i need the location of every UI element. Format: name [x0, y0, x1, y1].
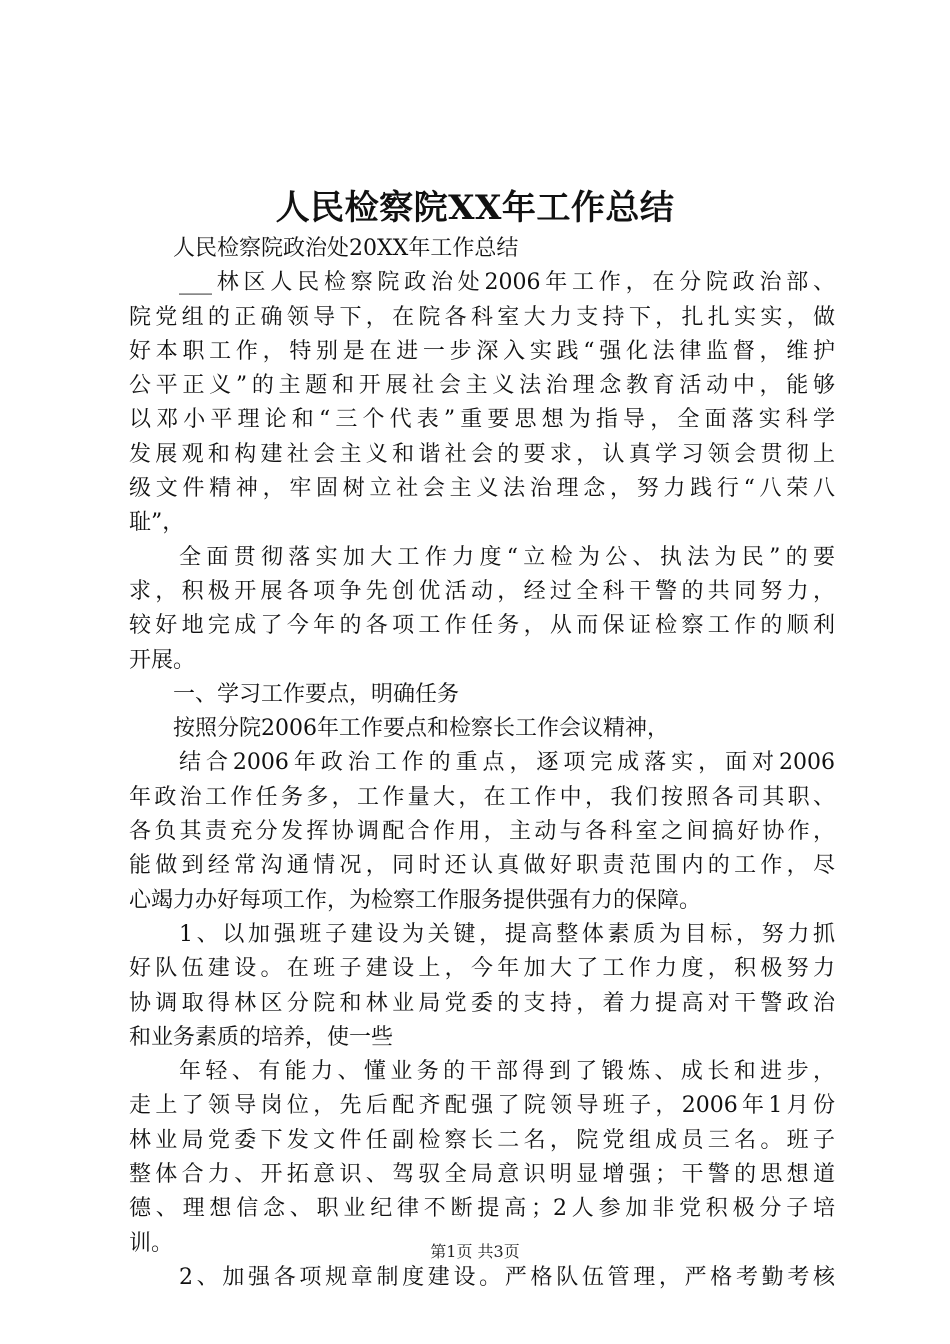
paragraph-line: 年轻、有能力、懂业务的干部得到了锻炼、成长和进步，: [179, 1059, 835, 1085]
paragraph-line: 训。: [129, 1230, 174, 1256]
paragraph-line: 和业务素质的培养，使一些: [129, 1024, 394, 1050]
paragraph-line: 心竭力办好每项工作，为检察工作服务提供强有力的保障。: [129, 887, 702, 913]
paragraph-line: 走上了领导岗位，先后配齐配强了院领导班子，2006年1月份: [129, 1093, 835, 1119]
paragraph-line: 按照分院2006年工作要点和检察长工作会议精神，: [173, 716, 669, 742]
section-heading: 一、学习工作要点，明确任务: [173, 681, 460, 707]
paragraph-line: ___林区人民检察院政治处2006年工作，在分院政治部、: [179, 270, 835, 296]
paragraph-line: 协调取得林区分院和林业局党委的支持，着力提高对干警政治: [129, 990, 835, 1016]
paragraph-line: 1、以加强班子建设为关键，提高整体素质为目标，努力抓: [179, 921, 835, 947]
paragraph-line: 较好地完成了今年的各项工作任务，从而保证检察工作的顺利: [129, 613, 835, 639]
paragraph-line: 全面贯彻落实加大工作力度“立检为公、执法为民”的要: [179, 544, 835, 570]
paragraph-line: 林业局党委下发文件任副检察长二名，院党组成员三名。班子: [129, 1127, 835, 1153]
paragraph-line: 级文件精神，牢固树立社会主义法治理念，努力践行“八荣八: [129, 476, 835, 502]
page-indicator: 第1页 共3页: [430, 1242, 520, 1261]
paragraph-line: 结合2006年政治工作的重点，逐项完成落实，面对2006: [179, 750, 835, 776]
paragraph-line: 公平正义”的主题和开展社会主义法治理念教育活动中，能够: [129, 373, 835, 399]
paragraph-line: 各负其责充分发挥协调配合作用，主动与各科室之间搞好协作，: [129, 819, 835, 845]
document-body: [129, 232, 835, 1295]
paragraph-line: 耻”，: [129, 510, 185, 536]
paragraph-line: 院党组的正确领导下，在院各科室大力支持下，扎扎实实，做: [129, 304, 835, 330]
paragraph-line: 求，积极开展各项争先创优活动，经过全科干警的共同努力，: [129, 578, 835, 604]
paragraph-line: 以邓小平理论和“三个代表”重要思想为指导，全面落实科学: [129, 407, 835, 433]
paragraph-line: 整体合力、开拓意识、驾驭全局意识明显增强；干警的思想道: [129, 1162, 835, 1188]
paragraph-line: 2、加强各项规章制度建设。严格队伍管理，严格考勤考核: [179, 1264, 835, 1290]
subtitle-line: 人民检察院政治处20XX年工作总结: [173, 236, 519, 261]
paragraph-line: 开展。: [129, 647, 196, 673]
paragraph-line: 年政治工作任务多，工作量大，在工作中，我们按照各司其职、: [129, 784, 835, 810]
paragraph-line: 发展观和构建社会主义和谐社会的要求，认真学习领会贯彻上: [129, 441, 835, 467]
paragraph-line: 好队伍建设。在班子建设上，今年加大了工作力度，积极努力: [129, 956, 835, 982]
paragraph-line: 能做到经常沟通情况，同时还认真做好职责范围内的工作，尽: [129, 853, 835, 879]
paragraph-line: 德、理想信念、职业纪律不断提高；2人参加非党积极分子培: [129, 1196, 835, 1222]
document-title: 人民检察院XX年工作总结: [275, 188, 675, 228]
paragraph-line: 好本职工作，特别是在进一步深入实践“强化法律监督，维护: [129, 338, 835, 364]
